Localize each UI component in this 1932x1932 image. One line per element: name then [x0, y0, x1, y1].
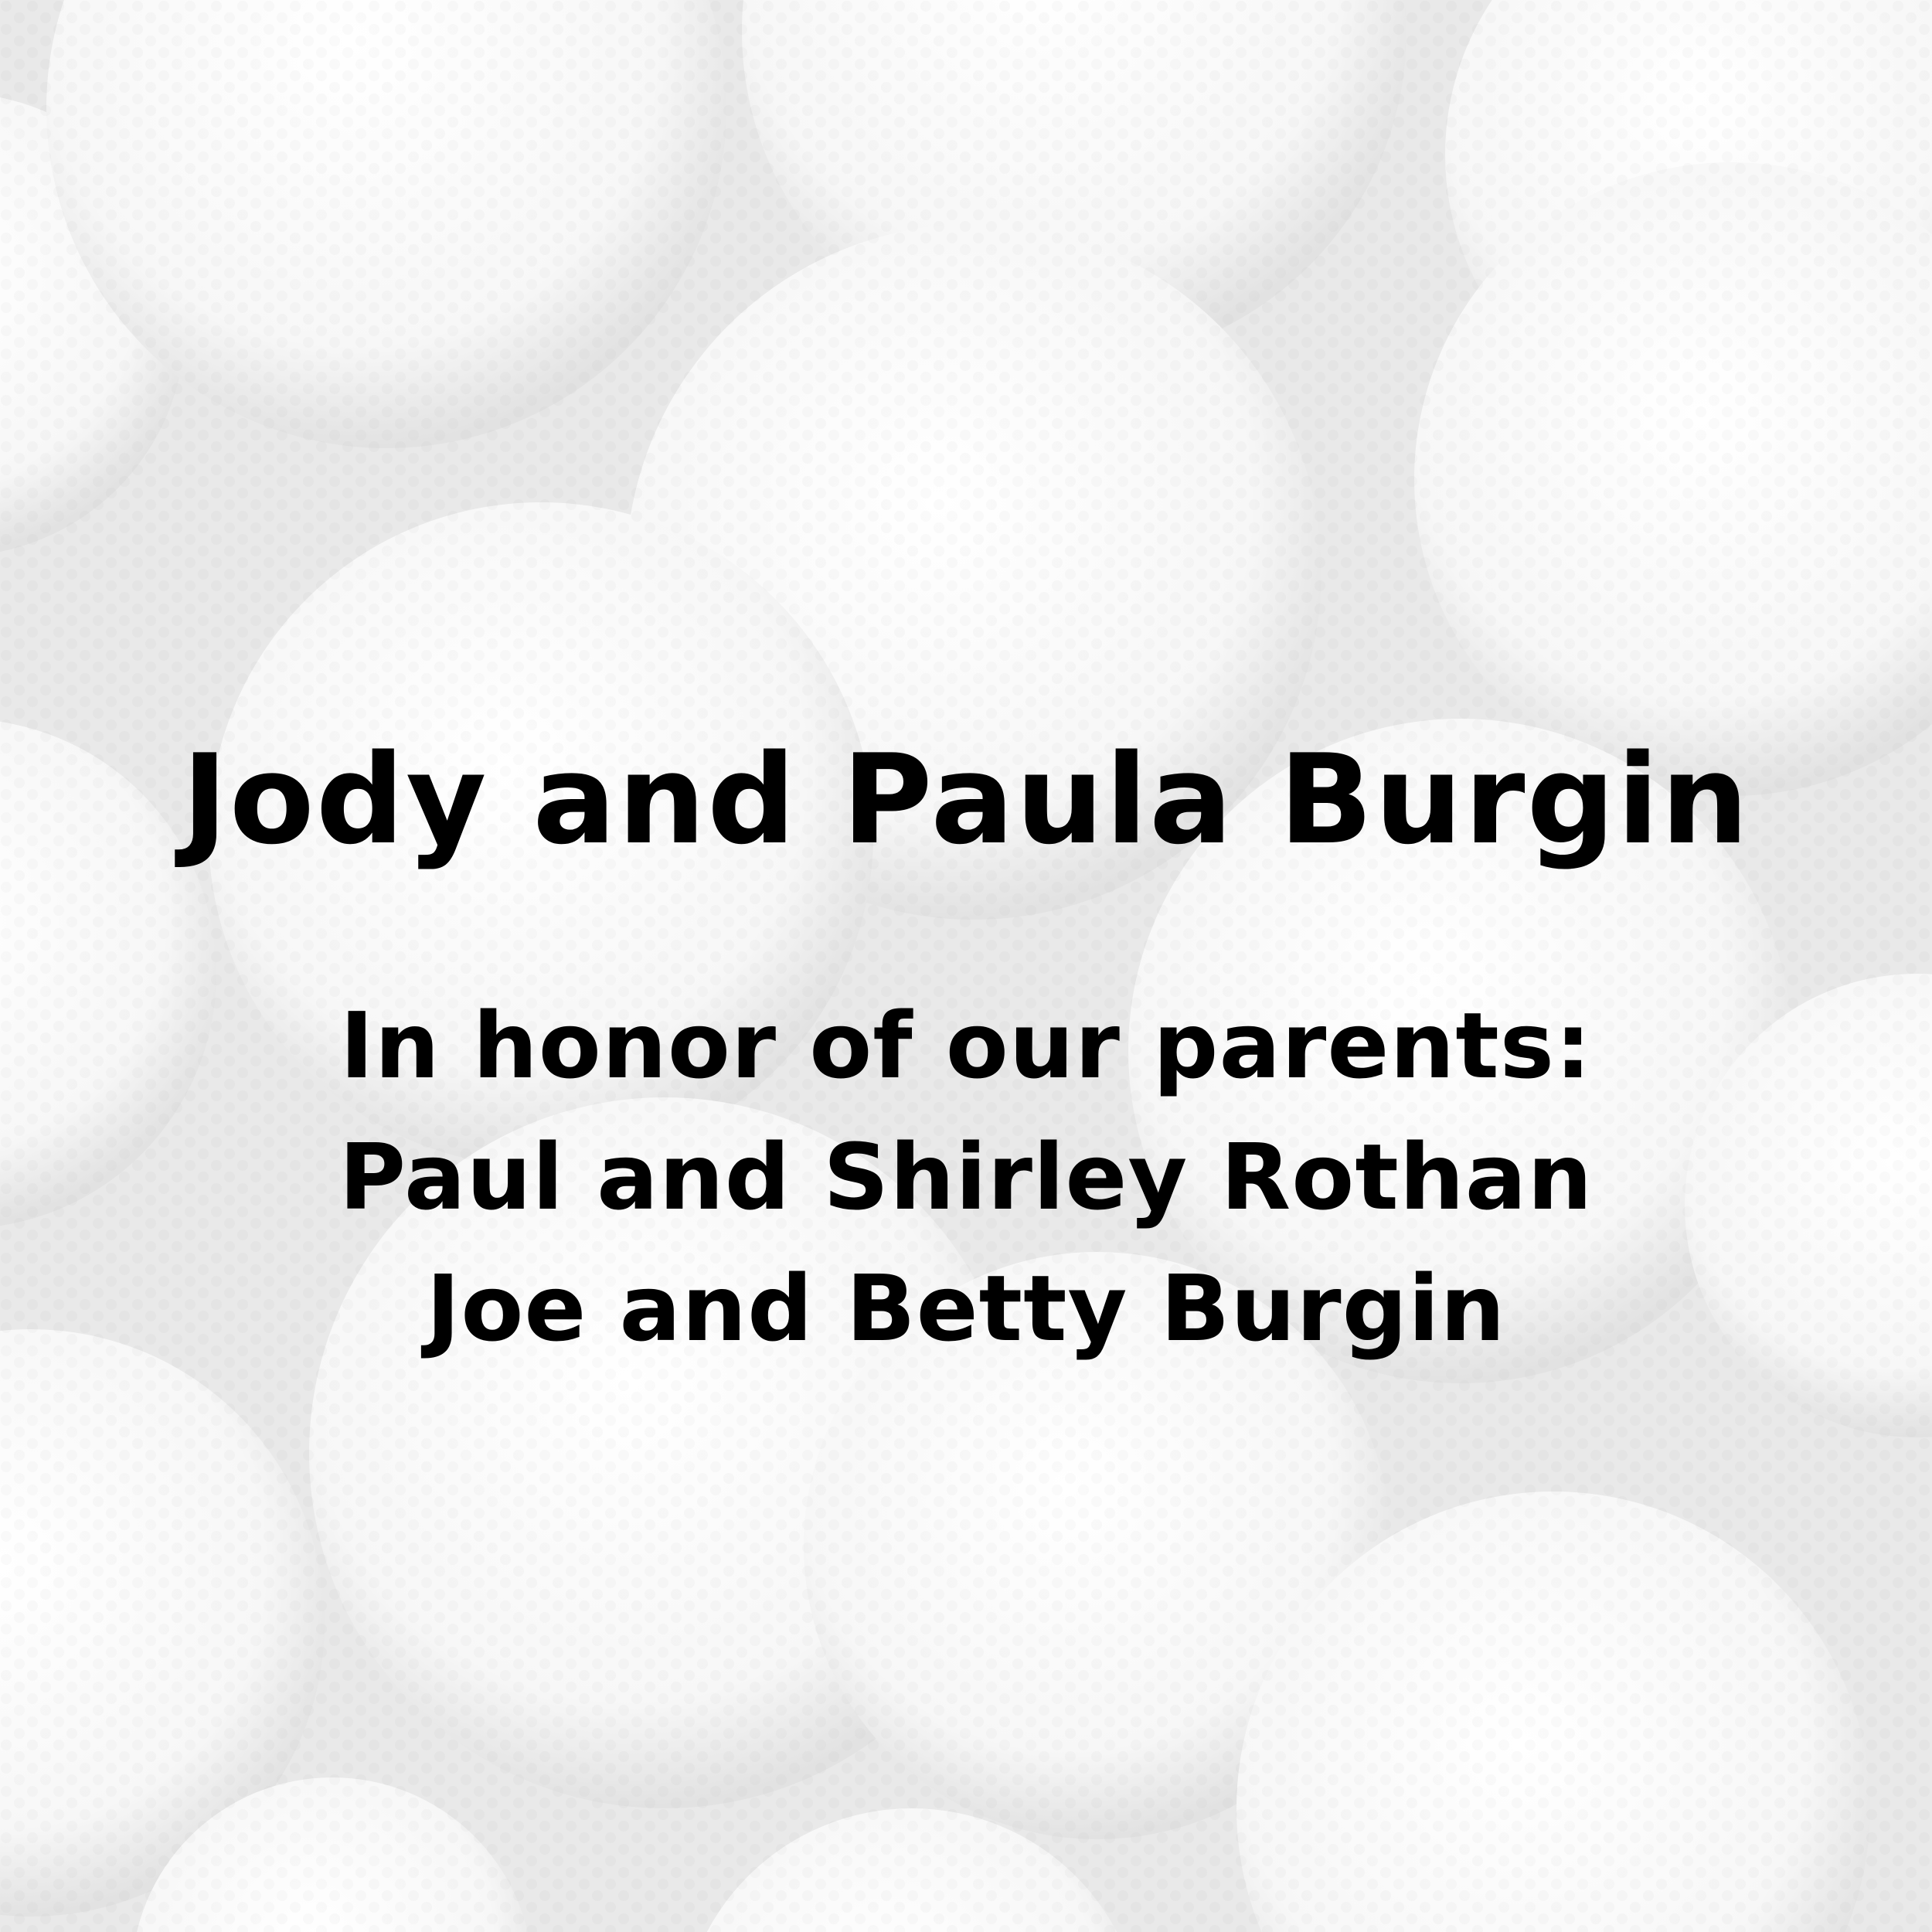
- honoree-line-1: Paul and Shirley Rothan: [338, 1124, 1594, 1230]
- dedication-block: [0, 980, 1932, 1374]
- dedication-intro: In honor of our parents:: [339, 992, 1593, 1099]
- honoree-line-2: Joe and Betty Burgin: [426, 1255, 1506, 1362]
- donor-name: Jody and Paula Burgin: [182, 727, 1750, 872]
